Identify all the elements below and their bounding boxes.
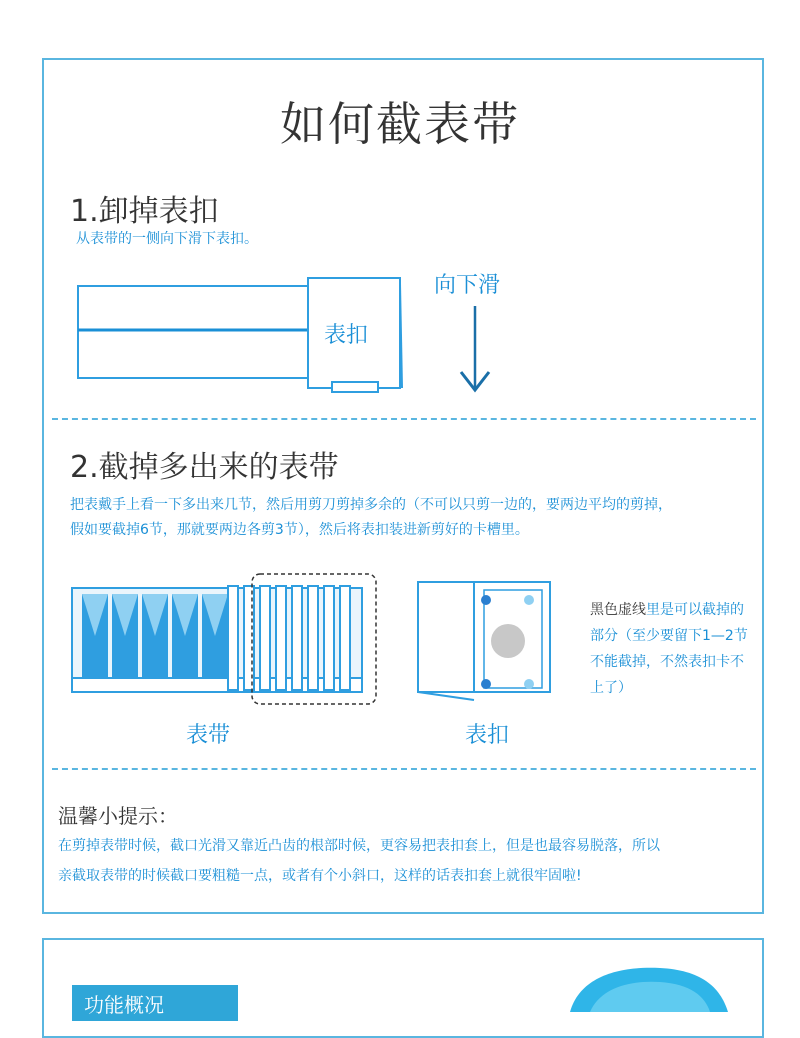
step2-strap-label: 表带 <box>186 723 231 748</box>
step2-buckle-label: 表扣 <box>465 723 510 748</box>
note-rest-text: 里是可以截掉的部分（至少要留下1—2节不能截掉，不然表扣卡不上了） <box>590 602 748 696</box>
step1-buckle-label: 表扣 <box>324 323 369 348</box>
step2-buckle-illustration <box>414 576 558 706</box>
tips-body <box>58 831 758 891</box>
step1-heading: 1.卸掉表扣 <box>70 194 219 229</box>
cut-zone-note <box>590 597 750 701</box>
step1-arrow-label: 向下滑 <box>434 273 501 298</box>
tips-line2: 亲截取表带的时候截口要粗糙一点，或者有个小斜口，这样的话表扣套上就很牢固啦! <box>58 868 582 884</box>
step2-strap-illustration <box>68 568 384 708</box>
step2-desc-line1: 把表戴手上看一下多出来几节，然后用剪刀剪掉多余的（不可以只剪一边的，要两边平均的剪掉， <box>70 497 672 513</box>
divider-2 <box>52 768 756 770</box>
page-title: 如何截表带 <box>280 97 520 151</box>
step1-desc: 从表带的一侧向下滑下表扣。 <box>76 231 258 247</box>
watch-band-image <box>560 966 730 1012</box>
step2-desc-line2: 假如要截掉6节，那就要两边各剪3节），然后将表扣装进新剪好的卡槽里。 <box>70 522 529 538</box>
tips-line1: 在剪掉表带时候，截口光滑又靠近凸齿的根部时候，更容易把表扣套上，但是也最容易脱落，所以 <box>58 838 660 854</box>
note-black-text: 黑色虚线 <box>590 602 646 618</box>
down-arrow-icon <box>455 306 495 396</box>
divider-1 <box>52 418 756 420</box>
features-section-label: 功能概况 <box>72 985 238 1021</box>
tips-title: 温馨小提示： <box>58 804 178 828</box>
step2-heading: 2.截掉多出来的表带 <box>70 450 339 485</box>
